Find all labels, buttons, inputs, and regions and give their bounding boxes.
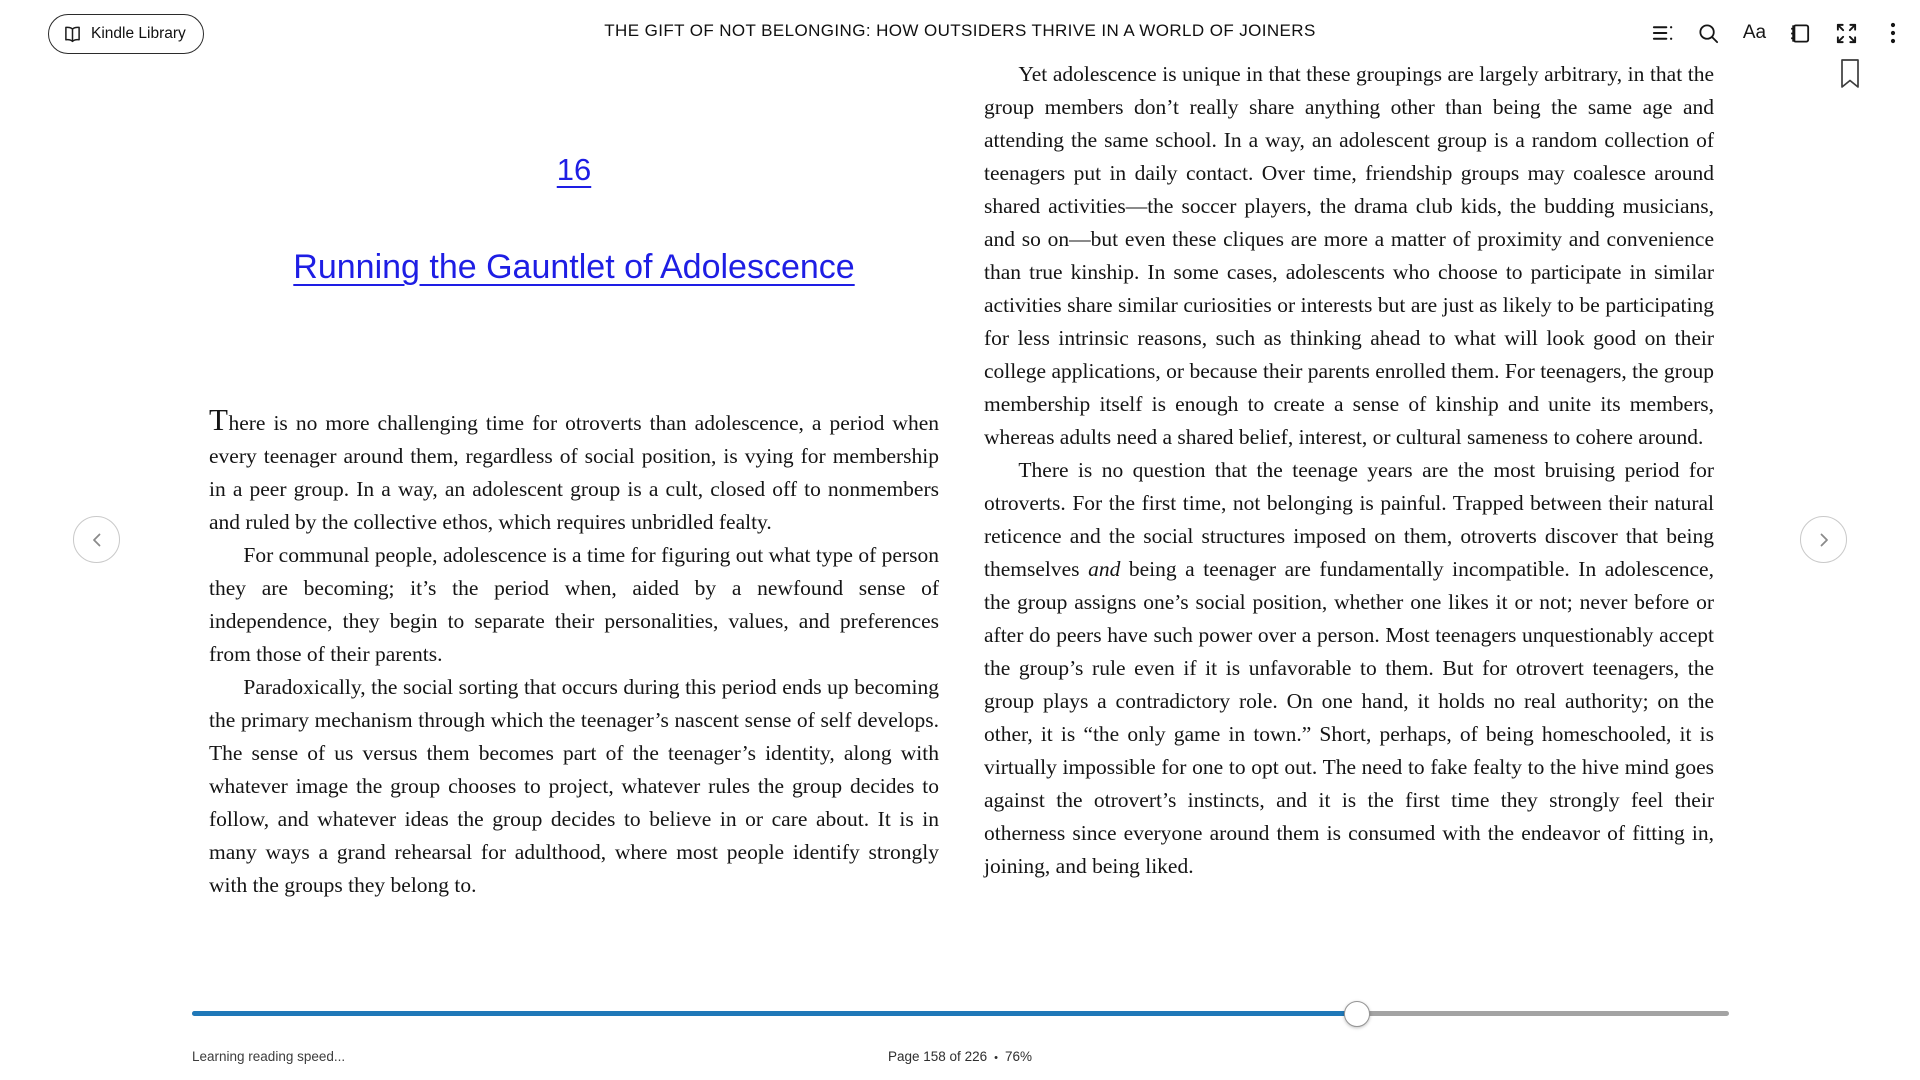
chapter-number bbox=[209, 152, 939, 188]
kindle-library-label: Kindle Library bbox=[91, 25, 186, 42]
page-layout-icon[interactable] bbox=[1789, 13, 1812, 53]
bookmark-icon[interactable] bbox=[1838, 58, 1862, 90]
next-page-button[interactable] bbox=[1800, 516, 1847, 563]
book-title: THE GIFT OF NOT BELONGING: HOW OUTSIDERS THRIVE IN A WORLD OF JOINERS bbox=[604, 21, 1316, 40]
reading-progress-handle[interactable] bbox=[1344, 1001, 1370, 1027]
separator-dot: • bbox=[994, 1052, 998, 1064]
raised-initial-cap: T bbox=[209, 402, 229, 437]
page-right-column bbox=[984, 58, 1714, 883]
font-settings-icon[interactable] bbox=[1743, 13, 1766, 53]
paragraph: For communal people, adolescence is a time for figuring out what type of person they are becoming; it’s the period when, aided by a newfound sense of independence, they begin to separate their personalities, values, and preferences from those of their parents. bbox=[209, 543, 939, 666]
paragraph: Yet adolescence is unique in that these groupings are largely arbitrary, in that the group members don’t really share anything other than being the same age and attending the same school. In a way, an adolescent group is a random collection of teenagers put in daily contact. Over time, friendship groups may coalesce around shared activities—the soccer players, the drama club kids, the budding musicians, and so on—but even these cliques are more a matter of proximity and convenience than true kinship. In some cases, adolescents who choose to participate in similar activities share similar curiosities or interests but are just as likely to be participating for less intrinsic reasons, such as thinking ahead to what will look good on their college applications, or because their parents enrolled them. For teenagers, the group membership itself is enough to create a sense of kinship and unite its members, whereas adults need a shared belief, interest, or cultural sameness to cohere around. bbox=[984, 62, 1714, 449]
percent-label: 76% bbox=[1004, 1049, 1032, 1064]
page-position-info bbox=[0, 1049, 1920, 1064]
aa-label: Aa bbox=[1742, 22, 1767, 43]
chapter-number-link[interactable]: 16 bbox=[556, 152, 592, 187]
previous-page-button[interactable] bbox=[73, 516, 120, 563]
page-left-column bbox=[209, 0, 939, 990]
toolbar-icons bbox=[1651, 13, 1904, 53]
reading-progress-track[interactable] bbox=[192, 1011, 1729, 1016]
fullscreen-icon[interactable] bbox=[1835, 13, 1858, 53]
paragraph: There is no question that the teenage years are the most bruising period for otroverts. For the first time, not belonging is painful. Trapped between their natural reticence and the social structures imposed on them, otroverts discover that being themselves and being a teenager are fundamentally incompatible. In adolescence, the group assigns one’s social position, whether one likes it or not; never before or after do peers have such power over a person. Most teenagers unquestionably accept the group’s rule even if it is unfavorable to them. But for otrovert teenagers, the group plays a contradictory role. On one hand, it holds no real authority; on the other, it is “the only game in town.” Short, perhaps, of being homeschooled, it is virtually impossible for one to opt out. The need to fake fealty to the hive mind goes against the otrovert’s instincts, and it is the first time they strongly feel their otherness since everyone around them is consumed with the endeavor of fitting in, joining, and being liked. bbox=[984, 458, 1714, 878]
chapter-title bbox=[209, 248, 939, 287]
more-options-kebab-icon[interactable] bbox=[1881, 13, 1904, 53]
chapter-title-link[interactable]: Running the Gauntlet of Adolescence bbox=[293, 248, 855, 286]
paragraph: Paradoxically, the social sorting that occurs during this period ends up becoming the primary mechanism through which the teenager’s nascent sense of self develops. The sense of us versus them becomes part of the teenager’s identity, along with whatever image the group chooses to project, whatever rules the group decides to follow, and whatever ideas the group decides to believe in or care about. It is in many ways a grand rehearsal for adulthood, where most people identify strongly with the groups they belong to. bbox=[209, 675, 939, 897]
toc-icon[interactable] bbox=[1651, 13, 1674, 53]
reading-progress-fill bbox=[192, 1011, 1357, 1016]
left-column-text bbox=[209, 404, 939, 902]
page-number-label: Page 158 of 226 bbox=[888, 1049, 988, 1064]
paragraph: There is no more challenging time for otroverts than adolescence, a period when every teenager around them, regardless of social position, is vying for membership in a peer group. In a way, an adolescent group is a cult, closed off to nonmembers and ruled by the collective ethos, which requires unbridled fealty. bbox=[209, 402, 939, 534]
reading-speed-status: Learning reading speed... bbox=[192, 1049, 346, 1064]
search-icon[interactable] bbox=[1697, 13, 1720, 53]
